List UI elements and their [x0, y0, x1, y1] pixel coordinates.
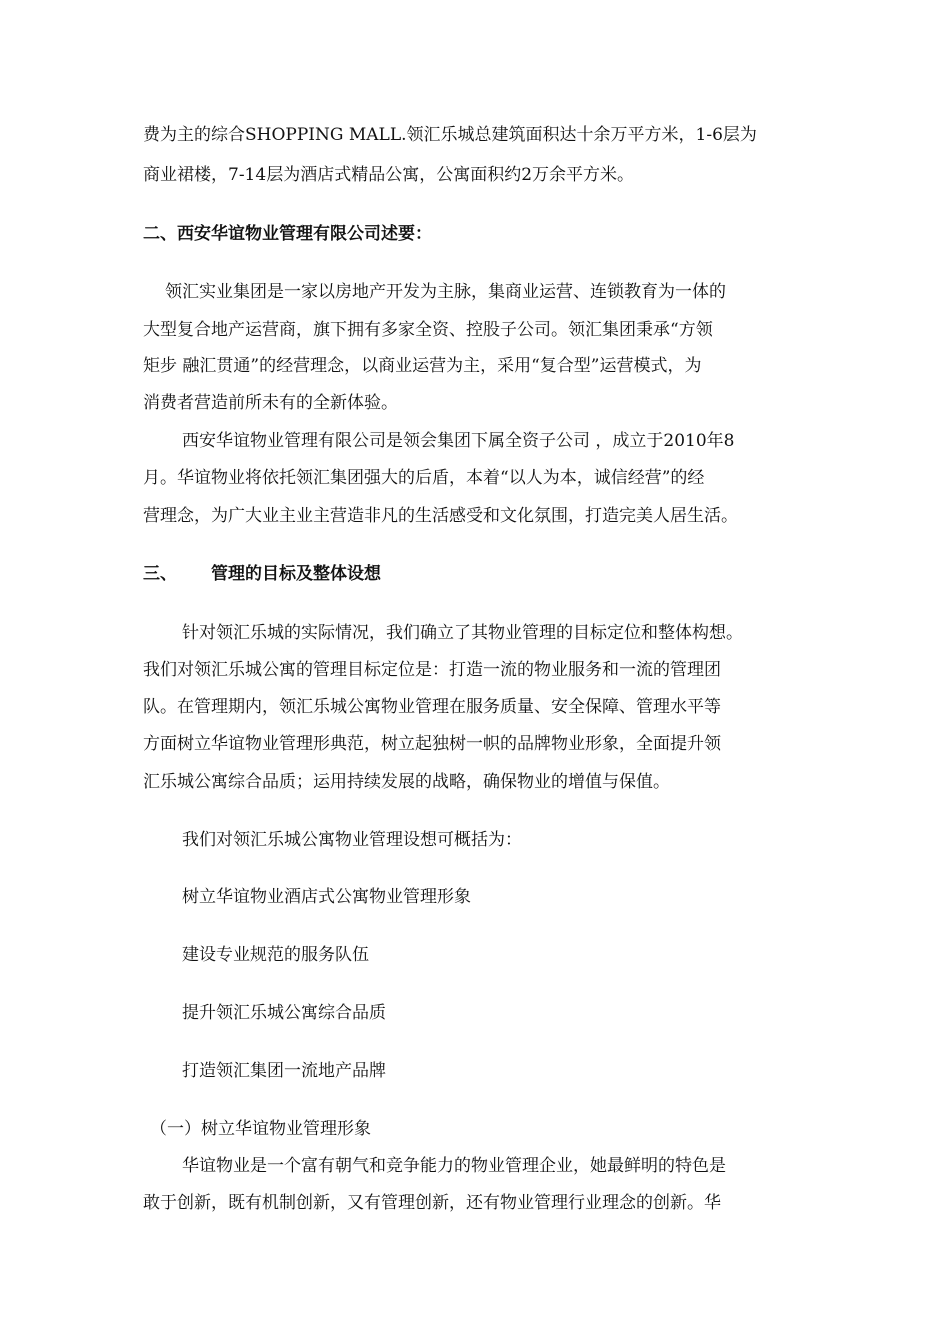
paragraph-line: 月。华谊物业将依托领汇集团强大的后盾，本着“以人为本，诚信经营”的经 [143, 468, 705, 488]
paragraph-line: 华谊物业是一个富有朝气和竞争能力的物业管理企业，她最鲜明的特色是 [182, 1156, 726, 1176]
paragraph-line: 领汇实业集团是一家以房地产开发为主脉，集商业运营、连锁教育为一体的 [165, 282, 726, 302]
list-item: 树立华谊物业酒店式公寓物业管理形象 [182, 887, 471, 907]
list-item: 建设专业规范的服务队伍 [182, 945, 369, 965]
paragraph-line: 敢于创新，既有机制创新，又有管理创新，还有物业管理行业理念的创新。华 [143, 1193, 721, 1213]
paragraph-line: 矩步 融汇贯通”的经营理念，以商业运营为主，采用“复合型”运营模式，为 [143, 356, 702, 376]
section-number: 三、 [143, 564, 177, 584]
paragraph-line: 针对领汇乐城的实际情况，我们确立了其物业管理的目标定位和整体构想。 [182, 623, 743, 643]
paragraph-line: 西安华谊物业管理有限公司是领会集团下属全资子公司 ，成立于2010年8 [182, 431, 735, 451]
subsection-heading: （一）树立华谊物业管理形象 [150, 1119, 371, 1139]
section-title: 管理的目标及整体设想 [211, 564, 381, 584]
paragraph-line: 营理念，为广大业主业主营造非凡的生活感受和文化氛围，打造完美人居生活。 [143, 506, 738, 526]
paragraph-line: 我们对领汇乐城公寓物业管理设想可概括为： [182, 830, 522, 850]
paragraph-line: 消费者营造前所未有的全新体验。 [143, 393, 398, 413]
paragraph-line: 队。在管理期内，领汇乐城公寓物业管理在服务质量、安全保障、管理水平等 [143, 697, 721, 717]
paragraph-line: 我们对领汇乐城公寓的管理目标定位是：打造一流的物业服务和一流的管理团 [143, 660, 721, 680]
paragraph-line: 方面树立华谊物业管理形典范，树立起独树一帜的品牌物业形象，全面提升领 [143, 734, 721, 754]
list-item: 提升领汇乐城公寓综合品质 [182, 1003, 386, 1023]
paragraph-line: 汇乐城公寓综合品质；运用持续发展的战略，确保物业的增值与保值。 [143, 772, 670, 792]
section-heading-2: 二、西安华谊物业管理有限公司述要： [143, 224, 432, 244]
section-heading-3 [143, 563, 813, 585]
paragraph-line: 大型复合地产运营商，旗下拥有多家全资、控股子公司。领汇集团秉承“方领 [143, 320, 713, 340]
paragraph-line: 商业裙楼，7-14层为酒店式精品公寓，公寓面积约2万余平方米。 [143, 165, 635, 185]
paragraph-line: 费为主的综合SHOPPING MALL.领汇乐城总建筑面积达十余万平方米，1-6层为 [143, 125, 757, 145]
list-item: 打造领汇集团一流地产品牌 [182, 1061, 386, 1081]
